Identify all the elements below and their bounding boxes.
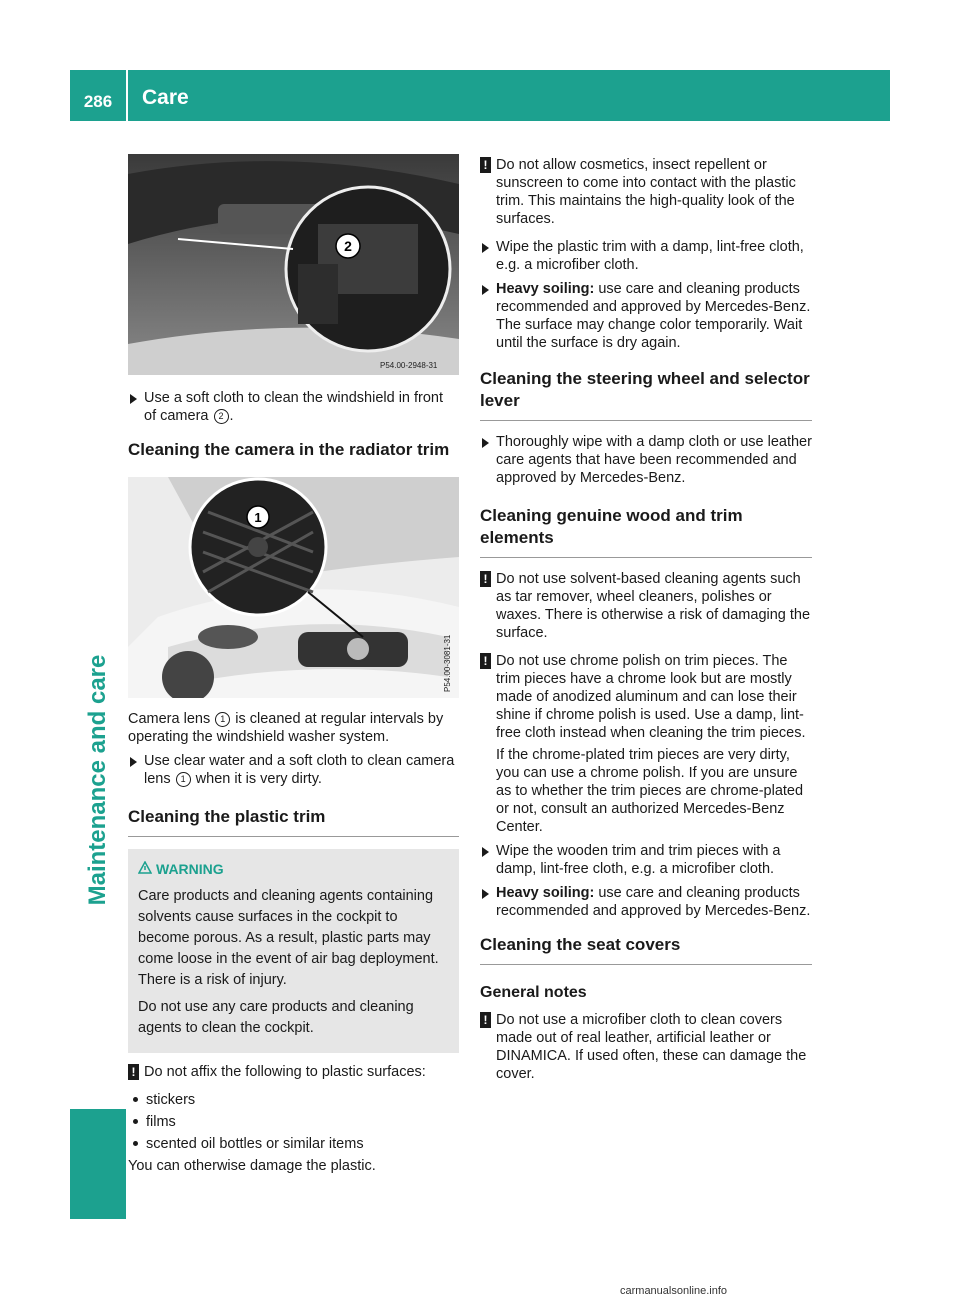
- surface-color-paragraph: The surface may change color temporarily. Wait until the surface is dry again.: [496, 317, 803, 351]
- watermark: carmanualsonline.info: [620, 1285, 728, 1297]
- warning-title: WARNING: [138, 859, 451, 880]
- heading-seat-covers: Cleaning the seat covers: [480, 934, 812, 965]
- radiator-camera-illustration: [128, 477, 459, 698]
- heading-steering-wheel: Cleaning the steering wheel and selector lever: [480, 368, 812, 421]
- warning-text-1: Care products and cleaning agents containing solvents cause surfaces in the cockpit to become porous. As a result, plastic parts may come loose in the event of air bag deployment. There is a risk of injury.: [138, 888, 439, 988]
- header-bar: [70, 70, 890, 121]
- page-title: Care: [142, 85, 189, 109]
- chrome-plated-paragraph: If the chrome-plated trim pieces are very dirty, you can use a chrome polish. If you are unsure as to whether the trim pieces are chrome-plated or not, consult an authorized Mercedes-Benz Center.: [496, 747, 804, 835]
- bullet-wipe-wood: Wipe the wooden trim and trim pieces with a damp, lint-free cloth, e.g. a microfiber cloth.: [480, 842, 812, 878]
- subheading-general-notes: General notes: [480, 984, 587, 1001]
- header-divider: [126, 70, 128, 121]
- note-affix: ! Do not affix the following to plastic surfaces:: [128, 1063, 459, 1081]
- note-solvent: ! Do not use solvent-based cleaning agents such as tar remover, wheel cleaners, polishes or waxes. There is otherwise a risk of damaging the surface.: [480, 570, 812, 642]
- bullet-wipe-plastic: Wipe the plastic trim with a damp, lint-free cloth, e.g. a microfiber cloth.: [480, 238, 812, 274]
- side-tab-marker: [70, 1109, 126, 1219]
- note-chrome: ! Do not use chrome polish on trim pieces. The trim pieces have a chrome look but are mostly made of anodized aluminum and can lose their shine if chrome polish is used. Use a damp, lint-free cloth instead when cleaning the trim pieces.: [480, 652, 812, 742]
- image-callout-1: 1: [254, 510, 262, 525]
- exclamation-icon: !: [128, 1064, 139, 1080]
- exclamation-icon: !: [480, 571, 491, 587]
- image-code-1: P54.00-2948-31: [380, 361, 438, 370]
- bullet-leather-care: Thoroughly wipe with a damp cloth or use leather care agents that have been recommended and approved by Mercedes-Benz.: [480, 433, 812, 487]
- heading-wood-trim: Cleaning genuine wood and trim elements: [480, 505, 812, 558]
- bullet-windshield: Use a soft cloth to clean the windshield in front of camera 2 .: [128, 389, 459, 425]
- warning-triangle-icon: [138, 859, 152, 880]
- callout-ref-2: 2: [214, 409, 229, 424]
- warning-box: [128, 849, 459, 1053]
- radiator-camera-image: [128, 477, 459, 698]
- warning-text-2: Do not use any care products and cleaning agents to clean the cockpit.: [138, 999, 414, 1036]
- left-column: [128, 154, 459, 1181]
- side-tab: [70, 480, 126, 1080]
- side-tab-label: Maintenance and care: [84, 654, 111, 906]
- bullet-heavy-soiling-2: Heavy soiling: use care and cleaning products recommended and approved by Mercedes-Benz.: [480, 884, 812, 920]
- damage-paragraph: You can otherwise damage the plastic.: [128, 1158, 376, 1174]
- note-microfiber: ! Do not use a microfiber cloth to clean covers made out of real leather, artificial leather or DINAMICA. If used often, these can damage the cover.: [480, 1011, 812, 1083]
- image-code-2: P54.00-3081-31: [443, 634, 452, 692]
- heading-plastic-trim: Cleaning the plastic trim: [128, 806, 459, 837]
- image-callout-2: 2: [344, 238, 352, 254]
- note-cosmetics: ! Do not allow cosmetics, insect repellent or sunscreen to come into contact with the plastic trim. This maintains the high-quality look of the surfaces.: [480, 156, 812, 228]
- windshield-camera-image: [128, 154, 459, 375]
- bullet-clear-water: Use clear water and a soft cloth to clean camera lens 1 when it is very dirty.: [128, 752, 459, 788]
- right-column: [480, 156, 812, 1093]
- windshield-camera-illustration: [128, 154, 459, 375]
- list-item-oil-bottles: scented oil bottles or similar items: [132, 1135, 459, 1153]
- exclamation-icon: !: [480, 157, 491, 173]
- callout-ref-1b: 1: [176, 772, 191, 787]
- camera-lens-paragraph: Camera lens 1 is cleaned at regular intervals by operating the windshield washer system.: [128, 711, 444, 745]
- callout-ref-1: 1: [215, 712, 230, 727]
- exclamation-icon: !: [480, 1012, 491, 1028]
- list-item-films: films: [132, 1113, 459, 1131]
- list-item-stickers: stickers: [132, 1091, 459, 1109]
- heading-radiator-camera: Cleaning the camera in the radiator trim: [128, 440, 450, 459]
- bullet-heavy-soiling: Heavy soiling: use care and cleaning products recommended and approved by Mercedes-Benz.: [480, 280, 812, 316]
- exclamation-icon: !: [480, 653, 491, 669]
- page-number: 286: [83, 91, 113, 111]
